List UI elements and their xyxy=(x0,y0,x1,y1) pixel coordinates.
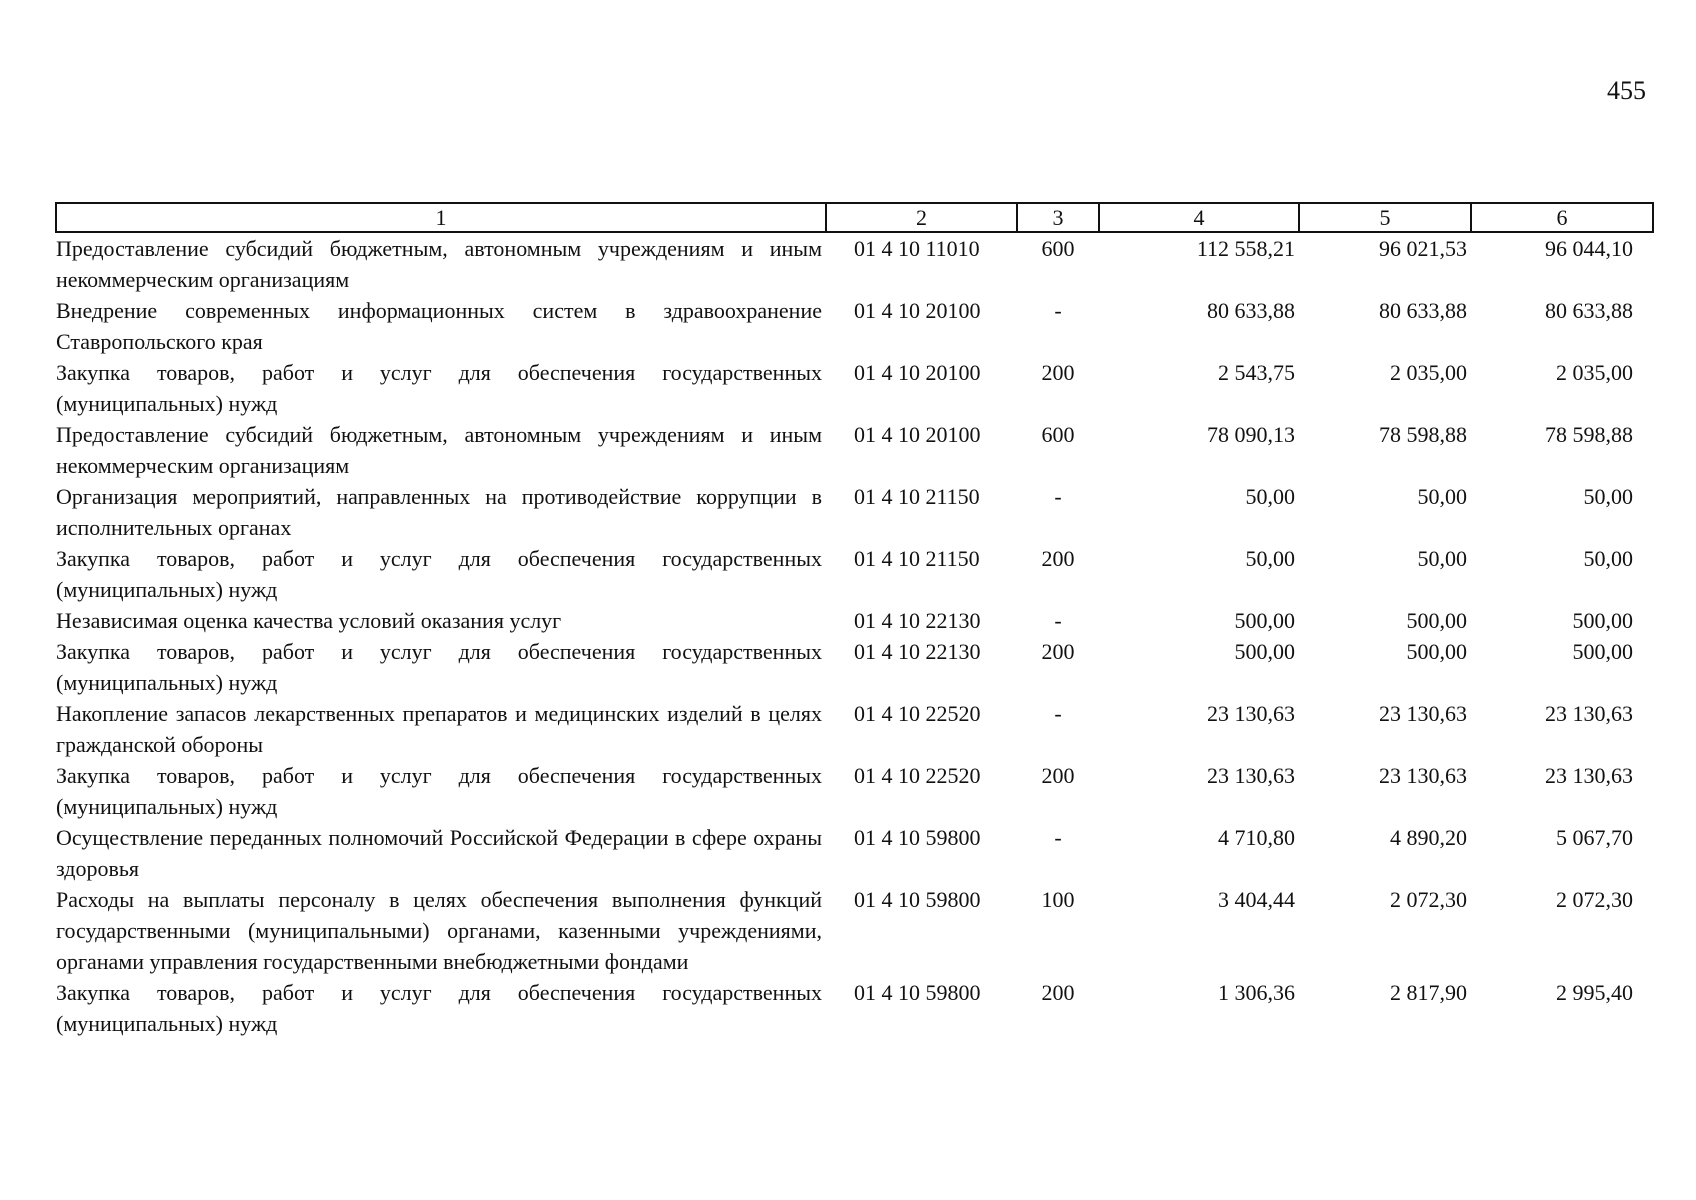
table-row xyxy=(56,419,1653,481)
row-value-col5: 23 130,63 xyxy=(1379,701,1467,726)
row-value-col5: 80 633,88 xyxy=(1379,298,1467,323)
table-row xyxy=(56,232,1653,295)
row-name: Расходы на выплаты персоналу в целях обеспечения выполнения функций государственными (муниципальными) органами, казенными учреждениями, органами управления государственными внебюджетными фондами xyxy=(56,887,822,974)
row-value-col4: 500,00 xyxy=(1234,639,1295,664)
table-row xyxy=(56,295,1653,357)
row-value-col4: 4 710,80 xyxy=(1218,825,1295,850)
row-value-col6: 23 130,63 xyxy=(1545,763,1633,788)
table-row xyxy=(56,357,1653,419)
row-value-col5: 500,00 xyxy=(1406,608,1467,633)
table-row xyxy=(56,636,1653,698)
row-value-col6: 5 067,70 xyxy=(1556,825,1633,850)
row-code: 01 4 10 20100 xyxy=(854,360,981,385)
row-name: Закупка товаров, работ и услуг для обеспечения государственных (муниципальных) нужд xyxy=(56,763,822,819)
table-row xyxy=(56,698,1653,760)
row-code: 01 4 10 20100 xyxy=(854,298,981,323)
row-value-col4: 3 404,44 xyxy=(1218,887,1295,912)
row-expense-type: - xyxy=(1054,298,1062,323)
row-value-col6: 50,00 xyxy=(1583,484,1633,509)
row-name: Предоставление субсидий бюджетным, автономным учреждениям и иным некоммерческим организациям xyxy=(56,422,822,478)
row-name: Закупка товаров, работ и услуг для обеспечения государственных (муниципальных) нужд xyxy=(56,639,822,695)
row-code: 01 4 10 59800 xyxy=(854,980,981,1005)
row-expense-type: 100 xyxy=(1041,887,1075,912)
row-code: 01 4 10 22130 xyxy=(854,639,981,664)
row-expense-type: - xyxy=(1054,484,1062,509)
row-value-col6: 96 044,10 xyxy=(1545,236,1633,261)
row-code: 01 4 10 21150 xyxy=(854,484,980,509)
row-value-col6: 2 035,00 xyxy=(1556,360,1633,385)
row-code: 01 4 10 11010 xyxy=(854,236,980,261)
row-name: Организация мероприятий, направленных на противодействие коррупции в исполнительных органах xyxy=(56,484,822,540)
table-row xyxy=(56,884,1653,977)
row-value-col6: 50,00 xyxy=(1583,546,1633,571)
row-value-col6: 80 633,88 xyxy=(1545,298,1633,323)
table-row xyxy=(56,481,1653,543)
page-number: 455 xyxy=(1607,76,1646,105)
row-name: Предоставление субсидий бюджетным, автономным учреждениям и иным некоммерческим организациям xyxy=(56,236,822,292)
row-value-col5: 2 035,00 xyxy=(1390,360,1467,385)
row-value-col5: 2 817,90 xyxy=(1390,980,1467,1005)
row-value-col5: 96 021,53 xyxy=(1379,236,1467,261)
row-value-col4: 78 090,13 xyxy=(1207,422,1295,447)
row-name: Закупка товаров, работ и услуг для обеспечения государственных (муниципальных) нужд xyxy=(56,980,822,1036)
row-expense-type: 200 xyxy=(1041,639,1075,664)
row-expense-type: 200 xyxy=(1041,763,1075,788)
row-expense-type: 200 xyxy=(1041,546,1075,571)
row-name: Закупка товаров, работ и услуг для обеспечения государственных (муниципальных) нужд xyxy=(56,546,822,602)
row-value-col5: 23 130,63 xyxy=(1379,763,1467,788)
header-row xyxy=(56,203,1653,232)
row-value-col5: 78 598,88 xyxy=(1379,422,1467,447)
row-value-col4: 2 543,75 xyxy=(1218,360,1295,385)
row-expense-type: - xyxy=(1054,825,1062,850)
row-value-col4: 500,00 xyxy=(1234,608,1295,633)
row-code: 01 4 10 22520 xyxy=(854,701,981,726)
table-row xyxy=(56,822,1653,884)
row-name: Независимая оценка качества условий оказания услуг xyxy=(56,608,562,633)
header-col-2: 2 xyxy=(826,203,1017,232)
row-name: Осуществление переданных полномочий Российской Федерации в сфере охраны здоровья xyxy=(56,825,822,881)
header-col-6: 6 xyxy=(1471,203,1653,232)
row-value-col4: 112 558,21 xyxy=(1196,236,1295,261)
row-value-col4: 50,00 xyxy=(1245,484,1295,509)
row-value-col4: 1 306,36 xyxy=(1218,980,1295,1005)
row-value-col5: 50,00 xyxy=(1417,546,1467,571)
row-value-col5: 2 072,30 xyxy=(1390,887,1467,912)
header-col-1: 1 xyxy=(56,203,826,232)
table-header xyxy=(56,203,1653,232)
header-col-4: 4 xyxy=(1099,203,1299,232)
table-body xyxy=(56,232,1653,1039)
budget-table xyxy=(55,202,1654,1039)
row-value-col4: 23 130,63 xyxy=(1207,763,1295,788)
row-value-col6: 23 130,63 xyxy=(1545,701,1633,726)
row-value-col5: 4 890,20 xyxy=(1390,825,1467,850)
row-expense-type: 600 xyxy=(1041,422,1075,447)
header-col-5: 5 xyxy=(1299,203,1471,232)
header-col-3: 3 xyxy=(1017,203,1099,232)
row-code: 01 4 10 22520 xyxy=(854,763,981,788)
row-value-col4: 23 130,63 xyxy=(1207,701,1295,726)
table-row xyxy=(56,760,1653,822)
row-expense-type: 600 xyxy=(1041,236,1075,261)
row-expense-type: - xyxy=(1054,701,1062,726)
table-row xyxy=(56,605,1653,636)
row-expense-type: - xyxy=(1054,608,1062,633)
row-value-col6: 500,00 xyxy=(1572,639,1633,664)
row-value-col4: 50,00 xyxy=(1245,546,1295,571)
row-name: Накопление запасов лекарственных препаратов и медицинских изделий в целях гражданской обороны xyxy=(56,701,822,757)
row-code: 01 4 10 22130 xyxy=(854,608,981,633)
row-value-col6: 2 995,40 xyxy=(1556,980,1633,1005)
row-code: 01 4 10 20100 xyxy=(854,422,981,447)
row-value-col6: 500,00 xyxy=(1572,608,1633,633)
row-code: 01 4 10 59800 xyxy=(854,887,981,912)
table-row xyxy=(56,977,1653,1039)
table-row xyxy=(56,543,1653,605)
row-value-col6: 2 072,30 xyxy=(1556,887,1633,912)
row-expense-type: 200 xyxy=(1041,980,1075,1005)
row-name: Закупка товаров, работ и услуг для обеспечения государственных (муниципальных) нужд xyxy=(56,360,822,416)
row-code: 01 4 10 59800 xyxy=(854,825,981,850)
row-value-col5: 50,00 xyxy=(1417,484,1467,509)
row-value-col5: 500,00 xyxy=(1406,639,1467,664)
row-expense-type: 200 xyxy=(1041,360,1075,385)
row-name: Внедрение современных информационных систем в здравоохранение Ставропольского края xyxy=(56,298,822,354)
row-code: 01 4 10 21150 xyxy=(854,546,980,571)
row-value-col6: 78 598,88 xyxy=(1545,422,1633,447)
row-value-col4: 80 633,88 xyxy=(1207,298,1295,323)
